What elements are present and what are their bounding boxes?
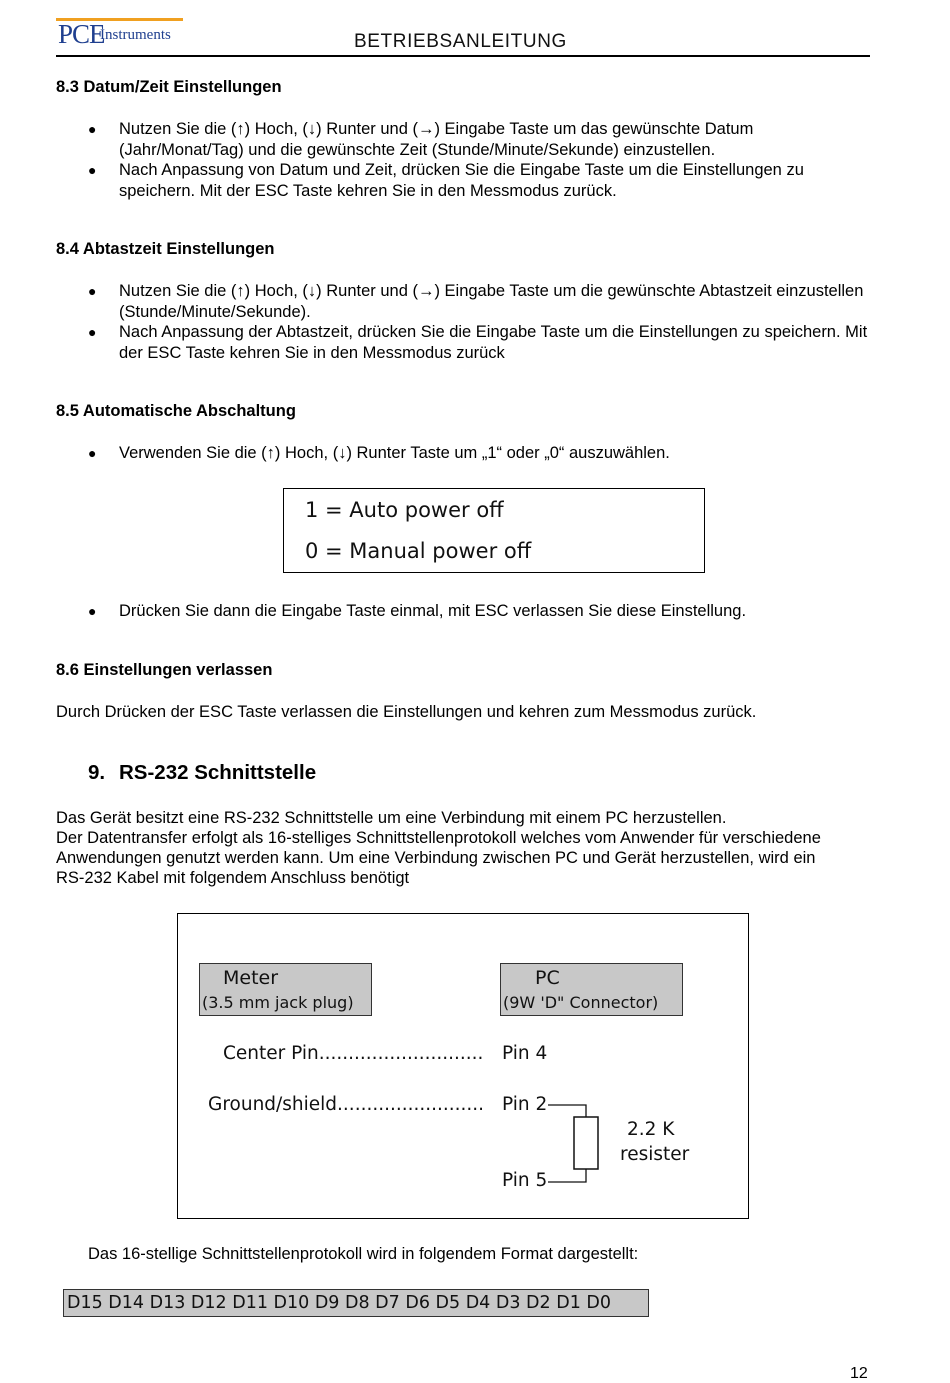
ground-shield-label: Ground/shield......................... — [208, 1094, 485, 1115]
bullet-icon: ● — [88, 283, 97, 299]
bullet-icon: ● — [88, 121, 97, 137]
protocol-intro: Das 16-stellige Schnittstellenprotokoll wird in folgendem Format dargestellt: — [88, 1245, 639, 1263]
section-8-5-heading: 8.5 Automatische Abschaltung — [56, 402, 296, 420]
section-8-6-heading: 8.6 Einstellungen verlassen — [56, 661, 273, 679]
section-8-6-text: Durch Drücken der ESC Taste verlassen die Einstellungen und kehren zum Messmodus zurück. — [56, 703, 757, 721]
section-9-number: 9. — [88, 761, 106, 784]
resister-label: resister — [620, 1144, 690, 1165]
document-title: BETRIEBSANLEITUNG — [354, 31, 567, 52]
section-8-4-bullet-1: Nutzen Sie die (↑) Hoch, (↓) Runter und (→) Eingabe Taste um die gewünschte Abtastzeit einzustellen (Stunde/Minute/Sekunde). — [119, 282, 864, 321]
section-8-5-bullet-2: Drücken Sie dann die Eingabe Taste einmal, mit ESC verlassen Sie diese Einstellung. — [119, 602, 747, 620]
logo-instruments-text: Instruments — [100, 27, 171, 43]
section-9-paragraph-2-line-2: Anwendungen genutzt werden kann. Um eine Verbindung zwischen PC und Gerät herzustellen, wird ein — [56, 849, 816, 867]
section-8-4-heading: 8.4 Abtastzeit Einstellungen — [56, 240, 275, 258]
manual-power-off-option: 0 = Manual power off — [305, 539, 532, 563]
meter-title: Meter — [223, 967, 279, 989]
bullet-icon: ● — [88, 603, 97, 619]
rs232-wiring-diagram — [177, 913, 749, 1219]
bullet-icon: ● — [88, 445, 97, 461]
section-9-paragraph-2-line-3: RS-232 Kabel mit folgendem Anschluss benötigt — [56, 869, 410, 887]
section-8-3-bullet-1: Nutzen Sie die (↑) Hoch, (↓) Runter und (→) Eingabe Taste um das gewünschte Datum (Jahr/Monat/Tag) und die gewünschte Zeit (Stunde/Minute/Sekunde) einzustellen. — [119, 120, 754, 159]
resistor-circuit-lines — [178, 914, 747, 1217]
protocol-format-box — [63, 1289, 649, 1317]
section-8-5-bullet-1: Verwenden Sie die (↑) Hoch, (↓) Runter Taste um „1“ oder „0“ auszuwählen. — [119, 444, 670, 462]
section-9-paragraph-1: Das Gerät besitzt eine RS-232 Schnittstelle um eine Verbindung mit einem PC herzustellen. — [56, 809, 727, 827]
section-8-3-bullet-2: Nach Anpassung von Datum und Zeit, drücken Sie die Eingabe Taste um die Einstellungen zu speichern. Mit der ESC Taste kehren Sie in den Messmodus zurück. — [119, 161, 804, 200]
bullet-icon: ● — [88, 324, 97, 340]
pc-subtitle: (9W 'D" Connector) — [503, 993, 659, 1012]
section-8-3-heading: 8.3 Datum/Zeit Einstellungen — [56, 78, 282, 96]
meter-subtitle: (3.5 mm jack plug) — [202, 993, 354, 1012]
page-number: 12 — [850, 1365, 868, 1382]
pin-2-label: Pin 2 — [502, 1094, 548, 1115]
auto-power-off-option: 1 = Auto power off — [305, 498, 504, 522]
pin-4-label: Pin 4 — [502, 1043, 548, 1064]
section-9-heading: RS-232 Schnittstelle — [119, 761, 317, 784]
pin-5-label: Pin 5 — [502, 1170, 548, 1191]
protocol-format: D15 D14 D13 D12 D11 D10 D9 D8 D7 D6 D5 D4 D3 D2 D1 D0 — [67, 1293, 611, 1313]
pce-instruments-logo — [56, 18, 183, 49]
bullet-icon: ● — [88, 162, 97, 178]
resistor-symbol — [574, 1117, 598, 1169]
section-8-4-bullet-2: Nach Anpassung der Abtastzeit, drücken Sie die Eingabe Taste um die Einstellungen zu speichern. Mit der ESC Taste kehren Sie in den Messmodus zurück — [119, 323, 868, 362]
section-9-paragraph-2-line-1: Der Datentransfer erfolgt als 16-stelliges Schnittstellenprotokoll welches vom Anwender für verschiedene — [56, 829, 821, 847]
resister-value: 2.2 K — [627, 1119, 675, 1140]
center-pin-label: Center Pin............................ — [223, 1043, 484, 1064]
header-divider — [56, 55, 870, 57]
pc-title: PC — [535, 967, 560, 989]
logo-pce-text: PCE — [58, 19, 105, 49]
power-off-options-box — [283, 488, 705, 573]
